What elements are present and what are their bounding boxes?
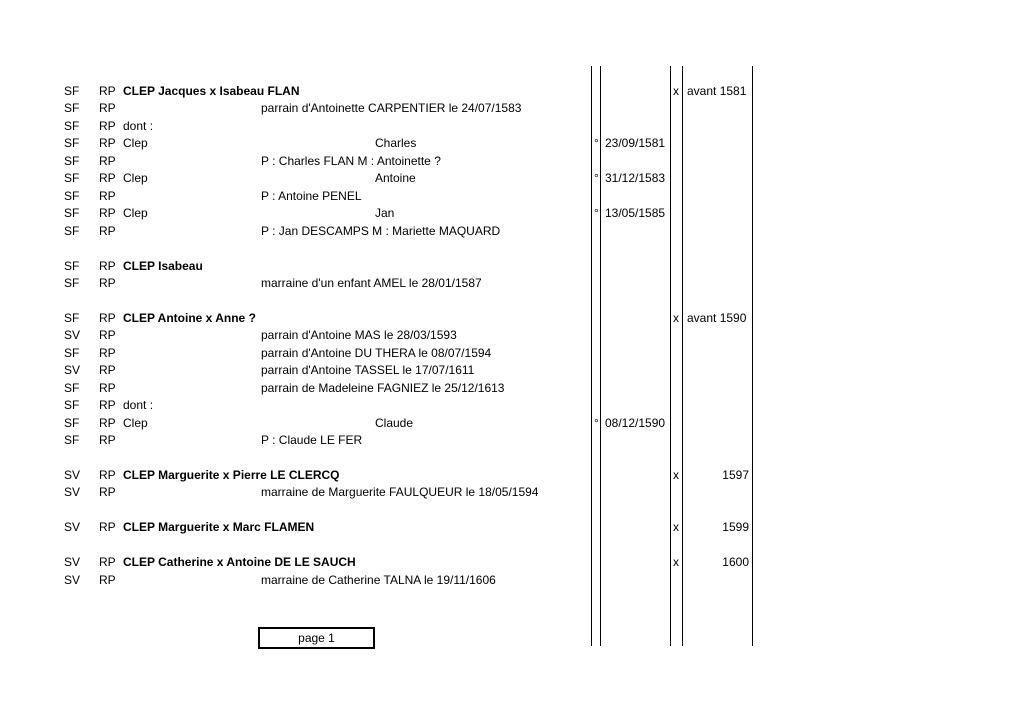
record-row	[0, 100, 1024, 117]
registry-code: RP	[99, 380, 116, 395]
registry-code: RP	[99, 258, 116, 273]
record-row	[0, 135, 1024, 152]
page-number-box	[258, 627, 375, 649]
source-code: SV	[64, 328, 81, 343]
marriage-symbol: x	[673, 84, 679, 98]
marriage-date: 1600	[722, 555, 749, 570]
event-detail: parrain d'Antoinette CARPENTIER le 24/07/1583	[261, 101, 522, 116]
family-name: CLEP Isabeau	[123, 258, 203, 273]
event-detail: P : Charles FLAN M : Antoinette ?	[261, 153, 441, 168]
child-name: Claude	[375, 415, 414, 430]
marriage-date: avant 1590	[687, 310, 747, 325]
record-row	[0, 83, 1024, 100]
registry-code: RP	[99, 84, 116, 98]
source-code: SF	[64, 275, 80, 290]
birth-date: 13/05/1585	[605, 206, 666, 221]
event-detail: parrain d'Antoine DU THERA le 08/07/1594	[261, 345, 492, 360]
record-row	[0, 432, 1024, 449]
registry-code: RP	[99, 328, 116, 343]
event-detail: marraine de Marguerite FAULQUEUR le 18/05/1594	[261, 485, 539, 500]
family-name: CLEP Marguerite x Marc FLAMEN	[123, 520, 315, 535]
registry-code: RP	[99, 153, 116, 168]
source-code: SF	[64, 118, 80, 133]
birth-symbol: °	[594, 171, 599, 186]
family-name: dont :	[123, 118, 154, 133]
record-row	[0, 240, 1024, 257]
record-row	[0, 292, 1024, 309]
family-name: Clep	[123, 206, 148, 221]
record-row	[0, 275, 1024, 292]
source-code: SF	[64, 84, 80, 98]
family-name: CLEP Antoine x Anne ?	[123, 310, 256, 325]
event-detail: P : Jan DESCAMPS M : Mariette MAQUARD	[261, 223, 501, 238]
source-code: SF	[64, 398, 80, 413]
registry-code: RP	[99, 485, 116, 500]
record-row	[0, 519, 1024, 536]
family-name: CLEP Marguerite x Pierre LE CLERCQ	[123, 467, 340, 482]
record-row	[0, 397, 1024, 414]
source-code: SF	[64, 310, 80, 325]
source-code: SF	[64, 415, 80, 430]
registry-code: RP	[99, 520, 116, 535]
source-code: SF	[64, 188, 80, 203]
marriage-date: 1597	[722, 467, 749, 482]
record-row	[0, 310, 1024, 327]
record-row	[0, 188, 1024, 205]
source-code: SF	[64, 101, 80, 116]
record-row	[0, 449, 1024, 466]
birth-date: 23/09/1581	[605, 136, 666, 151]
registry-code: RP	[99, 415, 116, 430]
source-code: SF	[64, 206, 80, 221]
source-code: SV	[64, 467, 81, 482]
registry-code: RP	[99, 345, 116, 360]
marriage-date: 1599	[722, 520, 749, 535]
registry-code: RP	[99, 136, 116, 151]
record-row	[0, 153, 1024, 170]
family-name: Clep	[123, 171, 148, 186]
source-code: SV	[64, 363, 81, 378]
source-code: SV	[64, 572, 81, 587]
source-code: SF	[64, 380, 80, 395]
birth-symbol: °	[594, 206, 599, 221]
source-code: SF	[64, 258, 80, 273]
record-row	[0, 467, 1024, 484]
birth-symbol: °	[594, 415, 599, 430]
event-detail: parrain de Madeleine FAGNIEZ le 25/12/1613	[261, 380, 505, 395]
record-row	[0, 554, 1024, 571]
source-code: SV	[64, 555, 81, 570]
record-row	[0, 484, 1024, 501]
marriage-date: avant 1581	[687, 84, 747, 98]
record-row	[0, 327, 1024, 344]
marriage-symbol: x	[673, 555, 679, 570]
source-code: SF	[64, 171, 80, 186]
registry-code: RP	[99, 118, 116, 133]
event-detail: P : Antoine PENEL	[261, 188, 362, 203]
event-detail: P : Claude LE FER	[261, 433, 363, 447]
source-code: SF	[64, 223, 80, 238]
source-code: SF	[64, 433, 80, 447]
record-row	[0, 502, 1024, 519]
event-detail: marraine d'un enfant AMEL le 28/01/1587	[261, 275, 482, 290]
record-row	[0, 537, 1024, 554]
registry-code: RP	[99, 433, 116, 447]
source-code: SF	[64, 153, 80, 168]
event-detail: marraine de Catherine TALNA le 19/11/1606	[261, 572, 496, 587]
family-name: dont :	[123, 398, 154, 413]
record-row	[0, 362, 1024, 379]
record-row	[0, 572, 1024, 589]
source-code: SF	[64, 345, 80, 360]
event-detail: parrain d'Antoine TASSEL le 17/07/1611	[261, 363, 475, 378]
record-row	[0, 345, 1024, 362]
marriage-symbol: x	[673, 310, 679, 325]
registry-code: RP	[99, 206, 116, 221]
registry-code: RP	[99, 398, 116, 413]
registry-code: RP	[99, 467, 116, 482]
family-name: CLEP Catherine x Antoine DE LE SAUCH	[123, 555, 356, 570]
registry-code: RP	[99, 572, 116, 587]
event-detail: parrain d'Antoine MAS le 28/03/1593	[261, 328, 457, 343]
child-name: Antoine	[375, 171, 416, 186]
record-row	[0, 170, 1024, 187]
birth-date: 31/12/1583	[605, 171, 666, 186]
registry-code: RP	[99, 101, 116, 116]
registry-code: RP	[99, 310, 116, 325]
registry-code: RP	[99, 275, 116, 290]
page-number: page 1	[298, 631, 335, 645]
record-row	[0, 415, 1024, 432]
record-row	[0, 223, 1024, 240]
birth-date: 08/12/1590	[605, 415, 666, 430]
registry-code: RP	[99, 171, 116, 186]
family-name: Clep	[123, 415, 148, 430]
family-name: Clep	[123, 136, 148, 151]
source-code: SV	[64, 520, 81, 535]
source-code: SF	[64, 136, 80, 151]
registry-code: RP	[99, 223, 116, 238]
registry-code: RP	[99, 555, 116, 570]
source-code: SV	[64, 485, 81, 500]
record-row	[0, 118, 1024, 135]
record-row	[0, 258, 1024, 275]
record-row	[0, 380, 1024, 397]
birth-symbol: °	[594, 136, 599, 151]
child-name: Jan	[375, 206, 395, 221]
registry-code: RP	[99, 363, 116, 378]
child-name: Charles	[375, 136, 417, 151]
family-name: CLEP Jacques x Isabeau FLAN	[123, 84, 300, 98]
marriage-symbol: x	[673, 520, 679, 535]
registry-code: RP	[99, 188, 116, 203]
record-row	[0, 205, 1024, 222]
marriage-symbol: x	[673, 467, 679, 482]
